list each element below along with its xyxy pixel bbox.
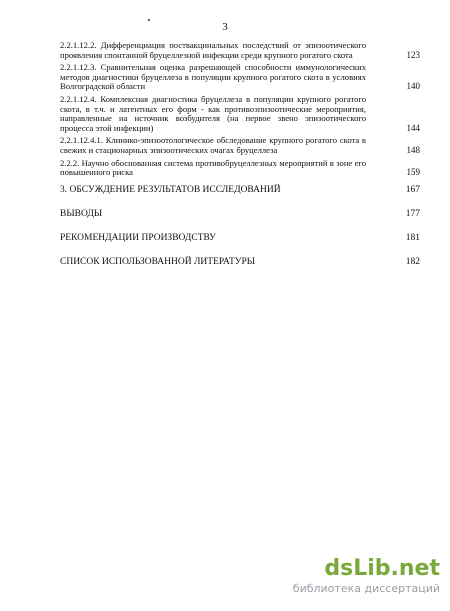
watermark-subtitle: библиотека диссертаций [292, 582, 440, 595]
toc-entry-page: 167 [405, 184, 420, 195]
toc-entry-title: 3. ОБСУЖДЕНИЕ РЕЗУЛЬТАТОВ ИССЛЕДОВАНИЙ [60, 184, 281, 195]
toc-entry-title: ВЫВОДЫ [60, 208, 103, 219]
toc-entry-title: 2.2.1.12.4. Комплексная диагностика бруцеллеза в популяции крупного рогатого скота, в т.ч. и латентных его форм - как противоэпизоотические мероприятия, направленные на источник возбудителя (на первое звено эпизоотического процесса этой инфекции) [60, 93, 366, 133]
toc-entry-page: 182 [405, 256, 420, 267]
toc-entry-title: 2.2.1.12.2. Дифференциация поствакцинальных последствий от эпизоотического проявления спонтанной бруцеллезной инфекции среди крупного рогатого скота [60, 40, 366, 60]
toc-entry [60, 95, 420, 133]
toc-entry [60, 63, 420, 92]
toc-entry-page: 140 [406, 81, 420, 92]
toc-entry-page: 181 [405, 232, 420, 243]
toc-entry-page: 123 [406, 49, 420, 60]
toc-entry-title: РЕКОМЕНДАЦИИ ПРОИЗВОДСТВУ [60, 232, 216, 243]
toc-entry-page: 177 [405, 208, 420, 219]
toc-entry [60, 159, 420, 178]
toc-entry [60, 233, 420, 244]
site-watermark [293, 558, 440, 595]
toc-entry-page: 144 [406, 122, 420, 133]
table-of-contents [60, 41, 420, 268]
toc-entry-title: 2.2.2. Научно обоснованная система противобруцеллезных мероприятий в зоне его повышенного риска [60, 157, 366, 178]
toc-entry [60, 209, 420, 220]
toc-entry [60, 185, 420, 196]
toc-entry [60, 41, 420, 60]
watermark-logo-name: dsLib [324, 556, 391, 581]
toc-entry-title: СПИСОК ИСПОЛЬЗОВАННОЙ ЛИТЕРАТУРЫ [60, 256, 256, 267]
toc-entry-page: 159 [406, 167, 420, 178]
toc-entry-page: 148 [406, 144, 420, 155]
toc-entry-title: 2.2.1.12.3. Сравнительная оценка разрешающей способности иммунологических методов диагностики бруцеллеза в популяции крупного рогатого скота в условиях Волгоградской области [60, 62, 366, 92]
toc-entry-title: 2.2.1.12.4.1. Клинико-эпизоотологическое обследование крупного рогатого скота в свежих и стационарных эпизоотических очагах бруцеллеза [60, 135, 366, 155]
watermark-logo [293, 558, 440, 580]
toc-entry [60, 257, 420, 268]
page-number: 3 [222, 21, 228, 33]
watermark-logo-domain: .net [390, 556, 440, 581]
toc-entry [60, 136, 420, 155]
